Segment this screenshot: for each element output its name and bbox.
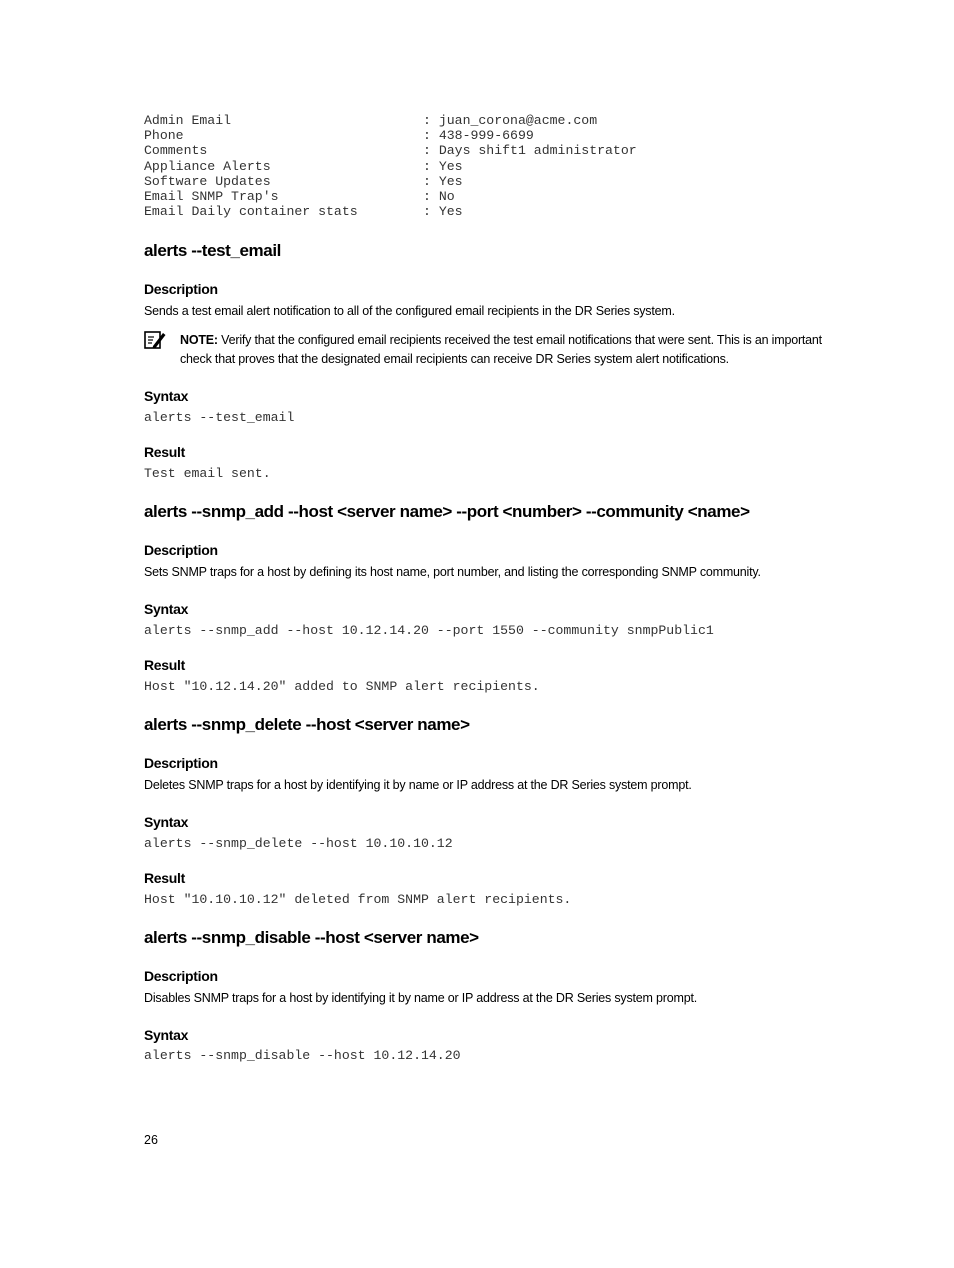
settings-row	[144, 113, 844, 128]
settings-value: : Days shift1 administrator	[423, 143, 637, 159]
settings-key: Phone	[144, 128, 184, 144]
description-heading: Description	[144, 281, 218, 297]
description-heading: Description	[144, 542, 218, 558]
settings-value: : Yes	[423, 204, 463, 220]
syntax-heading: Syntax	[144, 1027, 189, 1043]
settings-row	[144, 128, 844, 143]
settings-value: : Yes	[423, 173, 463, 189]
settings-key: Comments	[144, 143, 208, 159]
result-heading: Result	[144, 657, 185, 673]
syntax-heading: Syntax	[144, 601, 189, 617]
result-code: Host "10.10.10.12" deleted from SNMP alert recipients.	[144, 892, 572, 907]
settings-key: Software Updates	[144, 173, 271, 189]
description-text: Deletes SNMP traps for a host by identifying it by name or IP address at the DR Series system prompt.	[144, 778, 692, 792]
settings-listing	[144, 113, 844, 219]
result-code: Host "10.12.14.20" added to SNMP alert recipients.	[144, 679, 540, 694]
syntax-code: alerts --test_email	[144, 410, 295, 425]
settings-row	[144, 143, 844, 158]
syntax-code: alerts --snmp_delete --host 10.10.10.12	[144, 836, 453, 851]
page-number: 26	[144, 1133, 158, 1147]
section-title-snmp-add: alerts --snmp_add --host <server name> --port <number> --community <name>	[144, 502, 750, 521]
note-text	[180, 331, 844, 369]
settings-key: Admin Email	[144, 113, 232, 128]
settings-value: : juan_corona@acme.com	[423, 113, 598, 128]
syntax-heading: Syntax	[144, 388, 189, 404]
settings-key: Email SNMP Trap's	[144, 189, 279, 205]
syntax-code: alerts --snmp_add --host 10.12.14.20 --port 1550 --community snmpPublic1	[144, 623, 714, 638]
syntax-code: alerts --snmp_disable --host 10.12.14.20	[144, 1048, 461, 1063]
settings-key: Appliance Alerts	[144, 158, 271, 174]
description-text: Disables SNMP traps for a host by identifying it by name or IP address at the DR Series system prompt.	[144, 991, 697, 1005]
note-callout	[144, 331, 844, 369]
settings-row	[144, 189, 844, 204]
description-heading: Description	[144, 755, 218, 771]
settings-row	[144, 159, 844, 174]
settings-key: Email Daily container stats	[144, 204, 358, 220]
note-label: NOTE:	[180, 333, 218, 347]
section-title-snmp-delete: alerts --snmp_delete --host <server name>	[144, 715, 470, 734]
settings-row	[144, 174, 844, 189]
result-heading: Result	[144, 444, 185, 460]
result-heading: Result	[144, 870, 185, 886]
settings-value: : No	[423, 189, 455, 205]
description-heading: Description	[144, 968, 218, 984]
pencil-note-icon	[144, 329, 166, 351]
settings-row	[144, 204, 844, 219]
section-title-snmp-disable: alerts --snmp_disable --host <server name>	[144, 928, 479, 947]
result-code: Test email sent.	[144, 466, 271, 481]
section-title-test-email: alerts --test_email	[144, 241, 281, 260]
settings-value: : Yes	[423, 158, 463, 174]
note-body: Verify that the configured email recipients received the test email notifications that were sent. This is an important check that proves that the designated email recipients can receive DR Series system alert notifications.	[180, 333, 822, 366]
syntax-heading: Syntax	[144, 814, 189, 830]
description-text: Sends a test email alert notification to all of the configured email recipients in the DR Series system.	[144, 304, 675, 318]
description-text: Sets SNMP traps for a host by defining its host name, port number, and listing the corresponding SNMP community.	[144, 565, 761, 579]
settings-value: : 438-999-6699	[423, 128, 534, 144]
